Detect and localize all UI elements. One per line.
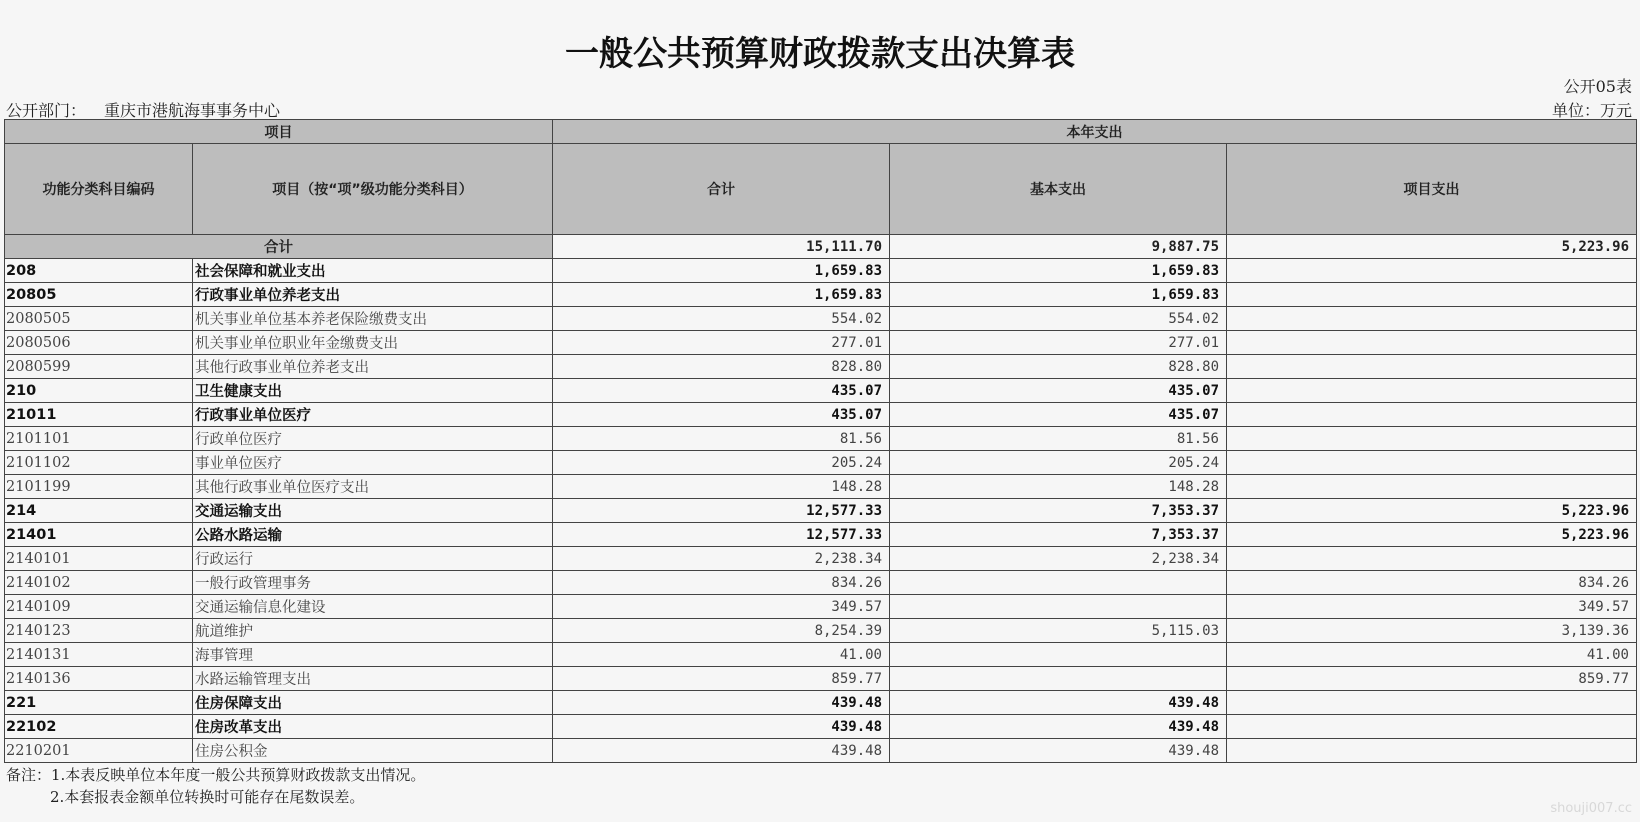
- row-basic: 277.01: [890, 331, 1227, 355]
- table-row: [5, 595, 1637, 619]
- watermark: shouji007.cc: [1550, 801, 1632, 816]
- row-project: 859.77: [1227, 667, 1637, 691]
- row-basic: 554.02: [890, 307, 1227, 331]
- row-total: 1,659.83: [553, 259, 890, 283]
- row-total: 81.56: [553, 427, 890, 451]
- row-project: [1227, 283, 1637, 307]
- total-row: [5, 235, 1637, 259]
- row-project: [1227, 547, 1637, 571]
- row-total: 12,577.33: [553, 523, 890, 547]
- row-name: 其他行政事业单位医疗支出: [193, 475, 553, 499]
- row-name: 住房改革支出: [193, 715, 553, 739]
- row-name: 交通运输支出: [193, 499, 553, 523]
- row-total: 554.02: [553, 307, 890, 331]
- row-total: 12,577.33: [553, 499, 890, 523]
- table-row: [5, 619, 1637, 643]
- unit-label: 单位：万元: [1551, 101, 1632, 120]
- row-project: 834.26: [1227, 571, 1637, 595]
- row-project: [1227, 331, 1637, 355]
- row-name: 航道维护: [193, 619, 553, 643]
- row-code: 221: [5, 691, 193, 715]
- row-code: 2140101: [5, 547, 193, 571]
- row-code: 2101102: [5, 451, 193, 475]
- department-line: [6, 98, 280, 121]
- row-name: 公路水路运输: [193, 523, 553, 547]
- row-name: 行政事业单位医疗: [193, 403, 553, 427]
- row-project: [1227, 307, 1637, 331]
- row-code: 210: [5, 379, 193, 403]
- total-row-label: 合计: [5, 235, 553, 259]
- row-project: [1227, 451, 1637, 475]
- row-basic: [890, 595, 1227, 619]
- row-total: 435.07: [553, 379, 890, 403]
- table-row: [5, 499, 1637, 523]
- form-number: 公开05表: [1563, 77, 1632, 96]
- row-name: 住房保障支出: [193, 691, 553, 715]
- row-total: 435.07: [553, 403, 890, 427]
- row-basic: 439.48: [890, 739, 1227, 763]
- row-code: 214: [5, 499, 193, 523]
- note-2: 2.本套报表金额单位转换时可能存在尾数误差。: [50, 788, 365, 806]
- row-project: 5,223.96: [1227, 499, 1637, 523]
- row-name: 社会保障和就业支出: [193, 259, 553, 283]
- table-row: [5, 331, 1637, 355]
- table-row: [5, 403, 1637, 427]
- row-name: 住房公积金: [193, 739, 553, 763]
- table-row: [5, 451, 1637, 475]
- row-total: 828.80: [553, 355, 890, 379]
- row-code: 2080505: [5, 307, 193, 331]
- row-name: 海事管理: [193, 643, 553, 667]
- row-code: 2140131: [5, 643, 193, 667]
- row-code: 22102: [5, 715, 193, 739]
- row-total: 2,238.34: [553, 547, 890, 571]
- row-code: 2080599: [5, 355, 193, 379]
- row-basic: 205.24: [890, 451, 1227, 475]
- row-project: [1227, 739, 1637, 763]
- row-project: [1227, 691, 1637, 715]
- total-row-total: 15,111.70: [553, 235, 890, 259]
- row-total: 277.01: [553, 331, 890, 355]
- row-code: 2101199: [5, 475, 193, 499]
- row-name: 其他行政事业单位养老支出: [193, 355, 553, 379]
- table-row: [5, 691, 1637, 715]
- header-total: 合计: [553, 144, 890, 235]
- row-name: 交通运输信息化建设: [193, 595, 553, 619]
- row-total: 859.77: [553, 667, 890, 691]
- row-basic: [890, 667, 1227, 691]
- row-project: [1227, 355, 1637, 379]
- header-basic: 基本支出: [890, 144, 1227, 235]
- header-project: 项目: [5, 120, 553, 144]
- row-name: 行政事业单位养老支出: [193, 283, 553, 307]
- table-row: [5, 643, 1637, 667]
- row-total: 439.48: [553, 691, 890, 715]
- row-name: 机关事业单位基本养老保险缴费支出: [193, 307, 553, 331]
- header-name: 项目（按“项”级功能分类科目）: [193, 144, 553, 235]
- row-basic: [890, 571, 1227, 595]
- row-basic: 828.80: [890, 355, 1227, 379]
- row-code: 2101101: [5, 427, 193, 451]
- table-row: [5, 307, 1637, 331]
- row-project: [1227, 403, 1637, 427]
- row-code: 2140102: [5, 571, 193, 595]
- row-total: 834.26: [553, 571, 890, 595]
- row-basic: 81.56: [890, 427, 1227, 451]
- row-code: 2210201: [5, 739, 193, 763]
- page-title: 一般公共预算财政拨款支出决算表: [565, 34, 1075, 74]
- row-basic: 1,659.83: [890, 283, 1227, 307]
- note-1: 备注：1.本表反映单位本年度一般公共预算财政拨款支出情况。: [6, 766, 426, 784]
- row-code: 2080506: [5, 331, 193, 355]
- row-project: [1227, 427, 1637, 451]
- table-row: [5, 475, 1637, 499]
- row-name: 机关事业单位职业年金缴费支出: [193, 331, 553, 355]
- row-code: 2140136: [5, 667, 193, 691]
- total-row-project: 5,223.96: [1227, 235, 1637, 259]
- table-row: [5, 283, 1637, 307]
- table-row: [5, 523, 1637, 547]
- row-code: 21401: [5, 523, 193, 547]
- row-code: 2140109: [5, 595, 193, 619]
- row-basic: [890, 643, 1227, 667]
- notes: [6, 764, 425, 808]
- row-basic: 5,115.03: [890, 619, 1227, 643]
- row-name: 水路运输管理支出: [193, 667, 553, 691]
- department-name: 重庆市港航海事事务中心: [104, 101, 281, 120]
- row-total: 439.48: [553, 739, 890, 763]
- row-code: 21011: [5, 403, 193, 427]
- row-basic: 7,353.37: [890, 499, 1227, 523]
- table-row: [5, 571, 1637, 595]
- row-project: 3,139.36: [1227, 619, 1637, 643]
- row-total: 205.24: [553, 451, 890, 475]
- department-label: 公开部门：: [6, 101, 87, 120]
- row-name: 事业单位医疗: [193, 451, 553, 475]
- header-current-year: 本年支出: [553, 120, 1637, 144]
- row-total: 41.00: [553, 643, 890, 667]
- row-total: 439.48: [553, 715, 890, 739]
- row-project: [1227, 475, 1637, 499]
- expenditure-table: [4, 119, 1637, 763]
- row-name: 行政运行: [193, 547, 553, 571]
- row-basic: 148.28: [890, 475, 1227, 499]
- row-project: 349.57: [1227, 595, 1637, 619]
- table-row: [5, 259, 1637, 283]
- table-row: [5, 739, 1637, 763]
- row-project: [1227, 259, 1637, 283]
- table-row: [5, 667, 1637, 691]
- row-name: 卫生健康支出: [193, 379, 553, 403]
- row-total: 148.28: [553, 475, 890, 499]
- row-basic: 7,353.37: [890, 523, 1227, 547]
- row-project: [1227, 715, 1637, 739]
- table-row: [5, 715, 1637, 739]
- row-basic: 439.48: [890, 715, 1227, 739]
- row-project: [1227, 379, 1637, 403]
- row-total: 349.57: [553, 595, 890, 619]
- row-basic: 439.48: [890, 691, 1227, 715]
- table-row: [5, 379, 1637, 403]
- row-project: 5,223.96: [1227, 523, 1637, 547]
- row-code: 2140123: [5, 619, 193, 643]
- row-basic: 2,238.34: [890, 547, 1227, 571]
- row-basic: 435.07: [890, 403, 1227, 427]
- total-row-basic: 9,887.75: [890, 235, 1227, 259]
- row-code: 20805: [5, 283, 193, 307]
- table-row: [5, 547, 1637, 571]
- header-project-expense: 项目支出: [1227, 144, 1637, 235]
- row-project: 41.00: [1227, 643, 1637, 667]
- row-name: 行政单位医疗: [193, 427, 553, 451]
- row-code: 208: [5, 259, 193, 283]
- row-total: 8,254.39: [553, 619, 890, 643]
- table-row: [5, 355, 1637, 379]
- header-code: 功能分类科目编码: [5, 144, 193, 235]
- row-name: 一般行政管理事务: [193, 571, 553, 595]
- row-basic: 435.07: [890, 379, 1227, 403]
- row-total: 1,659.83: [553, 283, 890, 307]
- row-basic: 1,659.83: [890, 259, 1227, 283]
- table-row: [5, 427, 1637, 451]
